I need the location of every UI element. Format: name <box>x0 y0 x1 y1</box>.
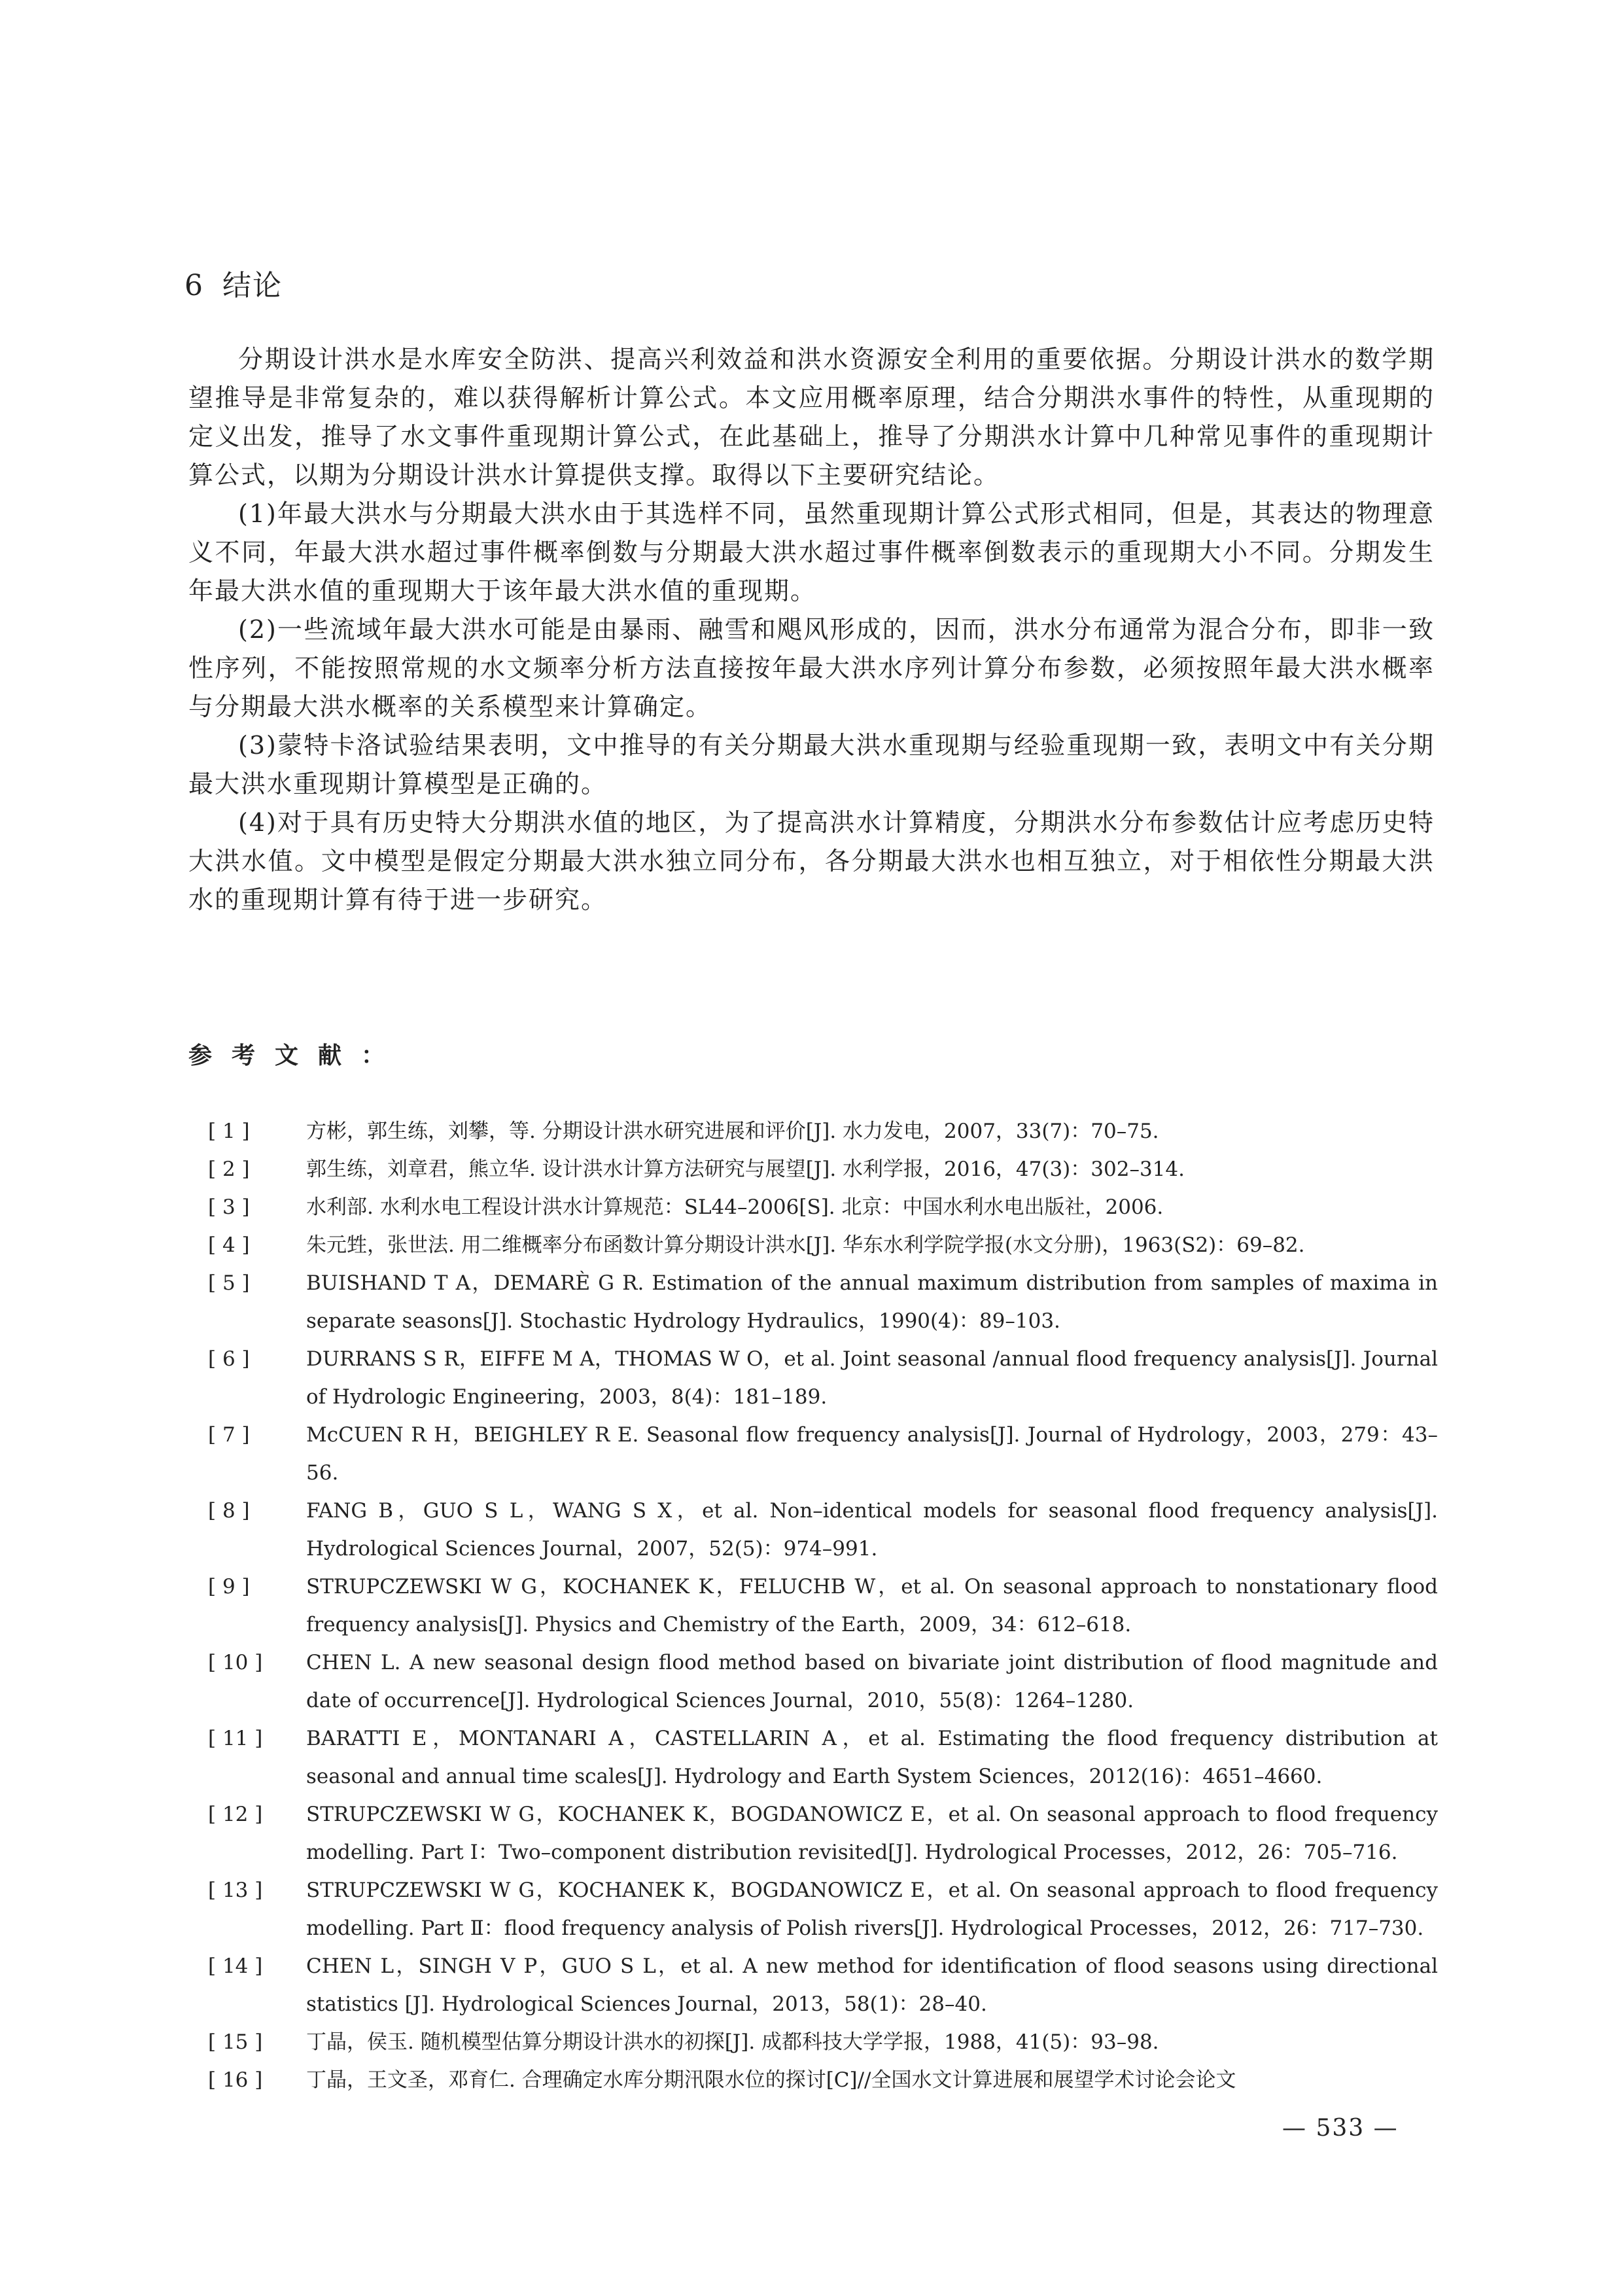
reference-text: CHEN L. A new seasonal design flood method based on bivariate joint distribution of flood magnitude and date of occurrence[J]. Hydrological Sciences Journal，2010，55(8)：1264–1280. <box>306 1651 1438 1712</box>
reference-text: McCUEN R H，BEIGHLEY R E. Seasonal flow frequency analysis[J]. Journal of Hydrology，2003，279：43– 56. <box>306 1423 1438 1485</box>
reference-text: STRUPCZEWSKI W G，KOCHANEK K，BOGDANOWICZ E，et al. On seasonal approach to flood frequency modelling. Part Ⅰ：Two–component distribution revisited[J]. Hydrological Processes，2012，26：705–716. <box>306 1803 1438 1864</box>
reference-text: DURRANS S R，EIFFE M A，THOMAS W O，et al. Joint seasonal /annual flood frequency analysis[J]. Journal of Hydrologic Engineering，2003，8(4)：181–189. <box>306 1347 1438 1409</box>
paragraph-conclusion-1: (1)年最大洪水与分期最大洪水由于其选样不同，虽然重现期计算公式形式相同，但是，其表达的物理意义不同，年最大洪水超过事件概率倒数与分期最大洪水超过事件概率倒数表示的重现期大小不同。分期发生年最大洪水值的重现期大于该年最大洪水值的重现期。 <box>188 499 1435 605</box>
reference-item <box>208 1416 1438 1492</box>
reference-number: [ 8 ] <box>208 1499 250 1523</box>
reference-text: FANG B，GUO S L，WANG S X，et al. Non–identical models for seasonal flood frequency analysis[J]. Hydrological Sciences Journal，2007，52(5)：974–991. <box>306 1499 1438 1561</box>
reference-text: 水利部. 水利水电工程设计洪水计算规范：SL44–2006[S]. 北京：中国水利水电出版社，2006. <box>306 1195 1164 1219</box>
reference-number: [ 16 ] <box>208 2068 263 2092</box>
reference-item <box>208 1947 1438 2023</box>
paragraph-intro: 分期设计洪水是水库安全防洪、提高兴利效益和洪水资源安全利用的重要依据。分期设计洪水的数学期望推导是非常复杂的，难以获得解析计算公式。本文应用概率原理，结合分期洪水事件的特性，从重现期的定义出发，推导了水文事件重现期计算公式，在此基础上，推导了分期洪水计算中几种常见事件的重现期计算公式，以期为分期设计洪水计算提供支撑。取得以下主要研究结论。 <box>188 345 1435 489</box>
reference-item <box>208 1871 1438 1947</box>
reference-number: [ 14 ] <box>208 1954 263 1978</box>
reference-text: 丁晶，王文圣，邓育仁. 合理确定水库分期汛限水位的探讨[C]//全国水文计算进展和展望学术讨论会论文 <box>306 2068 1236 2092</box>
references-heading: 参考文献： <box>188 1042 405 1069</box>
paragraph-conclusion-2: (2)一些流域年最大洪水可能是由暴雨、融雪和飓风形成的，因而，洪水分布通常为混合分布，即非一致性序列，不能按照常规的水文频率分析方法直接按年最大洪水序列计算分布参数，必须按照年最大洪水概率与分期最大洪水概率的关系模型来计算确定。 <box>188 615 1435 721</box>
reference-text: 朱元甡，张世法. 用二维概率分布函数计算分期设计洪水[J]. 华东水利学院学报(水文分册)，1963(S2)：69–82. <box>306 1233 1305 1257</box>
reference-number: [ 3 ] <box>208 1195 250 1219</box>
page-number: — 533 — <box>1282 2115 1399 2142</box>
reference-number: [ 5 ] <box>208 1271 250 1295</box>
reference-text: 郭生练，刘章君，熊立华. 设计洪水计算方法研究与展望[J]. 水利学报，2016，47(3)：302–314. <box>306 1157 1185 1181</box>
reference-text: 方彬，郭生练，刘攀，等. 分期设计洪水研究进展和评价[J]. 水力发电，2007，33(7)：70–75. <box>306 1120 1159 1143</box>
reference-number: [ 15 ] <box>208 2030 263 2054</box>
reference-item <box>208 2061 1438 2099</box>
reference-item <box>208 1644 1438 1720</box>
reference-list <box>208 1112 1438 2099</box>
reference-item <box>208 1150 1438 1188</box>
reference-item <box>208 1188 1438 1226</box>
reference-number: [ 12 ] <box>208 1803 263 1826</box>
reference-item <box>208 1112 1438 1150</box>
reference-number: [ 10 ] <box>208 1651 263 1674</box>
conclusion-body <box>188 340 1435 919</box>
reference-item <box>208 1568 1438 1644</box>
reference-number: [ 1 ] <box>208 1120 250 1143</box>
paragraph-conclusion-4: (4)对于具有历史特大分期洪水值的地区，为了提高洪水计算精度，分期洪水分布参数估计应考虑历史特大洪水值。文中模型是假定分期最大洪水独立同分布，各分期最大洪水也相互独立，对于相依性分期最大洪水的重现期计算有待于进一步研究。 <box>188 808 1435 914</box>
reference-number: [ 4 ] <box>208 1233 250 1257</box>
reference-number: [ 6 ] <box>208 1347 250 1371</box>
reference-text: 丁晶，侯玉. 随机模型估算分期设计洪水的初探[J]. 成都科技大学学报，1988，41(5)：93–98. <box>306 2030 1159 2054</box>
reference-number: [ 13 ] <box>208 1879 263 1902</box>
section-heading <box>184 262 283 304</box>
reference-item <box>208 1795 1438 1871</box>
section-title: 结论 <box>222 269 283 302</box>
section-number: 6 <box>184 269 204 302</box>
reference-item <box>208 1492 1438 1568</box>
reference-text: CHEN L，SINGH V P，GUO S L，et al. A new method for identification of flood seasons using directional statistics [J]. Hydrological Sciences Journal，2013，58(1)：28–40. <box>306 1954 1438 2016</box>
reference-item <box>208 1264 1438 1340</box>
reference-item <box>208 2023 1438 2061</box>
reference-text: STRUPCZEWSKI W G，KOCHANEK K，FELUCHB W，et al. On seasonal approach to nonstationary flood frequency analysis[J]. Physics and Chemistry of the Earth，2009，34：612–618. <box>306 1575 1438 1636</box>
reference-number: [ 9 ] <box>208 1575 250 1598</box>
reference-item <box>208 1226 1438 1264</box>
reference-number: [ 2 ] <box>208 1157 250 1181</box>
reference-number: [ 11 ] <box>208 1727 263 1750</box>
paragraph-conclusion-3: (3)蒙特卡洛试验结果表明，文中推导的有关分期最大洪水重现期与经验重现期一致，表明文中有关分期最大洪水重现期计算模型是正确的。 <box>188 731 1435 798</box>
reference-text: BARATTI E，MONTANARI A，CASTELLARIN A，et al. Estimating the flood frequency distribution at seasonal and annual time scales[J]. Hydrology and Earth System Sciences，2012(16)：4651–4660. <box>306 1727 1438 1788</box>
reference-item <box>208 1340 1438 1416</box>
reference-text: STRUPCZEWSKI W G，KOCHANEK K，BOGDANOWICZ E，et al. On seasonal approach to flood frequency modelling. Part Ⅱ：flood frequency analysis of Polish rivers[J]. Hydrological Processes，2012，26：717–730. <box>306 1879 1438 1940</box>
reference-number: [ 7 ] <box>208 1423 250 1447</box>
reference-item <box>208 1720 1438 1795</box>
reference-text: BUISHAND T A，DEMARÈ G R. Estimation of the annual maximum distribution from samples of maxima in separate seasons[J]. Stochastic Hydrology Hydraulics，1990(4)：89–103. <box>306 1271 1438 1333</box>
